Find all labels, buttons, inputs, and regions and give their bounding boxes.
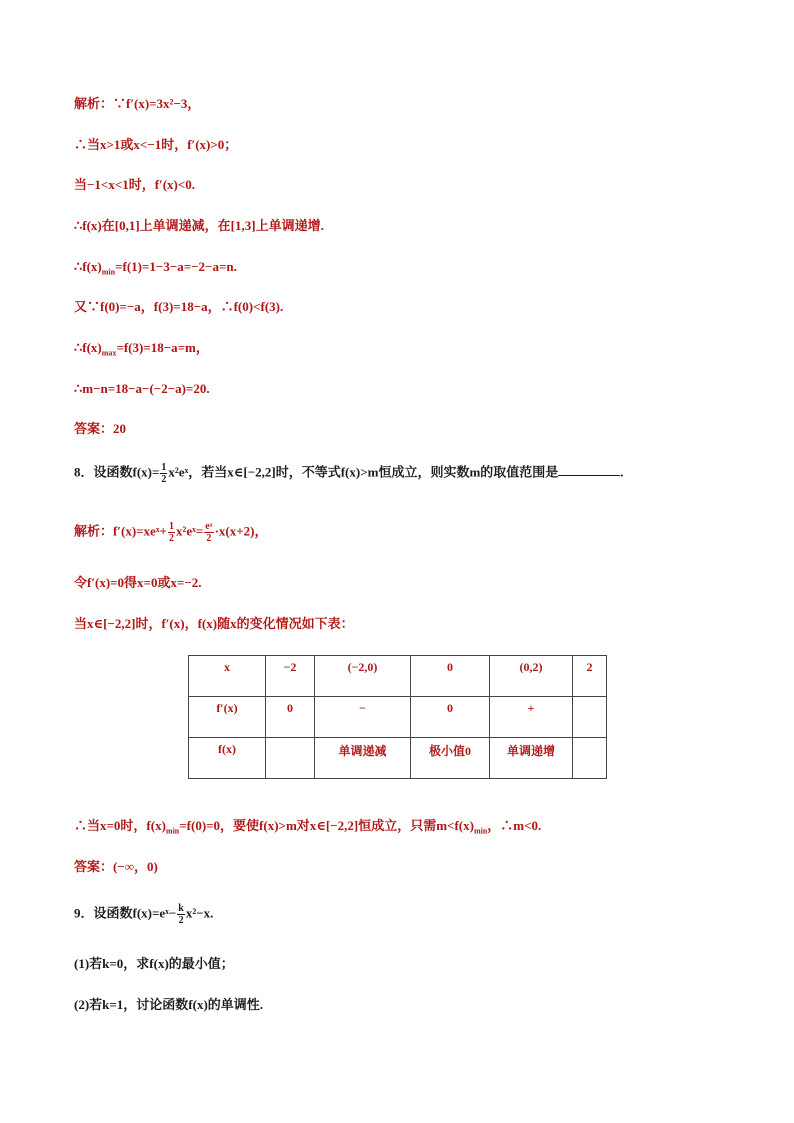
expr: 解析：f′(x)=xeˣ+ xyxy=(74,523,167,539)
expr: ∴f(x) xyxy=(74,259,102,274)
solution-8-line-3: 当x∈[−2,2]时，f′(x)，f(x)随x的变化情况如下表： xyxy=(74,616,354,631)
solution-8-line-1 xyxy=(74,521,267,544)
numerator: eˣ xyxy=(205,521,213,532)
numerator: k xyxy=(178,903,184,914)
q8-text: 8．设函数f(x)= xyxy=(74,464,160,480)
table-cell xyxy=(573,697,607,738)
denominator: 2 xyxy=(161,474,167,485)
question-9 xyxy=(74,903,213,926)
expr: x²eˣ= xyxy=(175,523,204,539)
question-9-part-1: (1)若k=0，求f(x)的最小值； xyxy=(74,956,234,971)
solution-line-2: ∴当x>1或x<−1时，f′(x)>0； xyxy=(74,137,238,152)
solution-line-6: 又∵f(0)=−a，f(3)=18−a，∴f(0)<f(3). xyxy=(74,299,284,314)
table-cell: (−2,0) xyxy=(315,656,411,697)
denominator: 2 xyxy=(168,533,174,544)
table-cell: −2 xyxy=(266,656,315,697)
table-row xyxy=(189,656,607,697)
q9-text: 9．设函数f(x)=eˣ− xyxy=(74,905,177,921)
solution-line-8: ∴m−n=18−a−(−2−a)=20. xyxy=(74,381,210,396)
subscript: max xyxy=(101,348,117,358)
fraction xyxy=(177,903,185,926)
numerator: 1 xyxy=(168,521,174,532)
table-cell: f′(x) xyxy=(189,697,266,738)
expr: ·x(x+2)， xyxy=(214,523,268,539)
table-row xyxy=(189,697,607,738)
fraction xyxy=(168,521,175,544)
table-cell: 0 xyxy=(266,697,315,738)
solution-line-1: 解析：∵f′(x)=3x²−3， xyxy=(74,96,201,111)
table-cell: f(x) xyxy=(189,738,266,779)
solution-8-conclusion xyxy=(74,817,541,841)
numerator: 1 xyxy=(161,462,167,473)
solution-line-4: ∴f(x)在[0,1]上单调递减，在[1,3]上单调递增. xyxy=(74,218,324,233)
q8-text: x²eˣ，若当x∈[−2,2]时，不等式f(x)>m恒成立，则实数m的取值范围是 xyxy=(168,464,559,480)
q8-end: . xyxy=(620,464,624,480)
answer-blank xyxy=(558,463,620,476)
subscript: min xyxy=(473,826,488,836)
variation-table xyxy=(188,655,607,779)
answer-8: 答案：(−∞，0) xyxy=(74,859,158,874)
question-9-part-2: (2)若k=1，讨论函数f(x)的单调性. xyxy=(74,997,264,1012)
question-8 xyxy=(74,462,624,485)
table-row xyxy=(189,738,607,779)
table-cell: 2 xyxy=(573,656,607,697)
table-cell xyxy=(573,738,607,779)
solution-line-5 xyxy=(74,258,237,282)
table-cell: (0,2) xyxy=(490,656,573,697)
expr: =f(3)=18−a=m， xyxy=(116,340,209,355)
denominator: 2 xyxy=(178,915,184,926)
expr: =f(1)=1−3−a=−2−a=n. xyxy=(115,259,237,274)
table-cell: 单调递减 xyxy=(315,738,411,779)
table-cell xyxy=(266,738,315,779)
table-cell: + xyxy=(490,697,573,738)
table-cell: 0 xyxy=(411,656,490,697)
subscript: min xyxy=(101,267,116,277)
fraction xyxy=(160,462,167,485)
table-cell: − xyxy=(315,697,411,738)
table-cell: 单调递增 xyxy=(490,738,573,779)
expr: ∴当x=0时，f(x) xyxy=(74,818,166,833)
expr: ，∴m<0. xyxy=(487,818,542,833)
table-cell: 0 xyxy=(411,697,490,738)
q9-text: x²−x. xyxy=(185,905,214,921)
subscript: min xyxy=(165,826,180,836)
table-cell: 极小值0 xyxy=(411,738,490,779)
denominator: 2 xyxy=(206,533,212,544)
solution-8-line-2: 令f′(x)=0得x=0或x=−2. xyxy=(74,575,202,590)
solution-line-3: 当−1<x<1时，f′(x)<0. xyxy=(74,177,196,192)
table-cell: x xyxy=(189,656,266,697)
fraction xyxy=(204,521,213,544)
expr: =f(0)=0，要使f(x)>m对x∈[−2,2]恒成立，只需m<f(x) xyxy=(179,818,474,833)
solution-line-7 xyxy=(74,339,209,363)
answer-7: 答案：20 xyxy=(74,421,127,436)
expr: ∴f(x) xyxy=(74,340,102,355)
